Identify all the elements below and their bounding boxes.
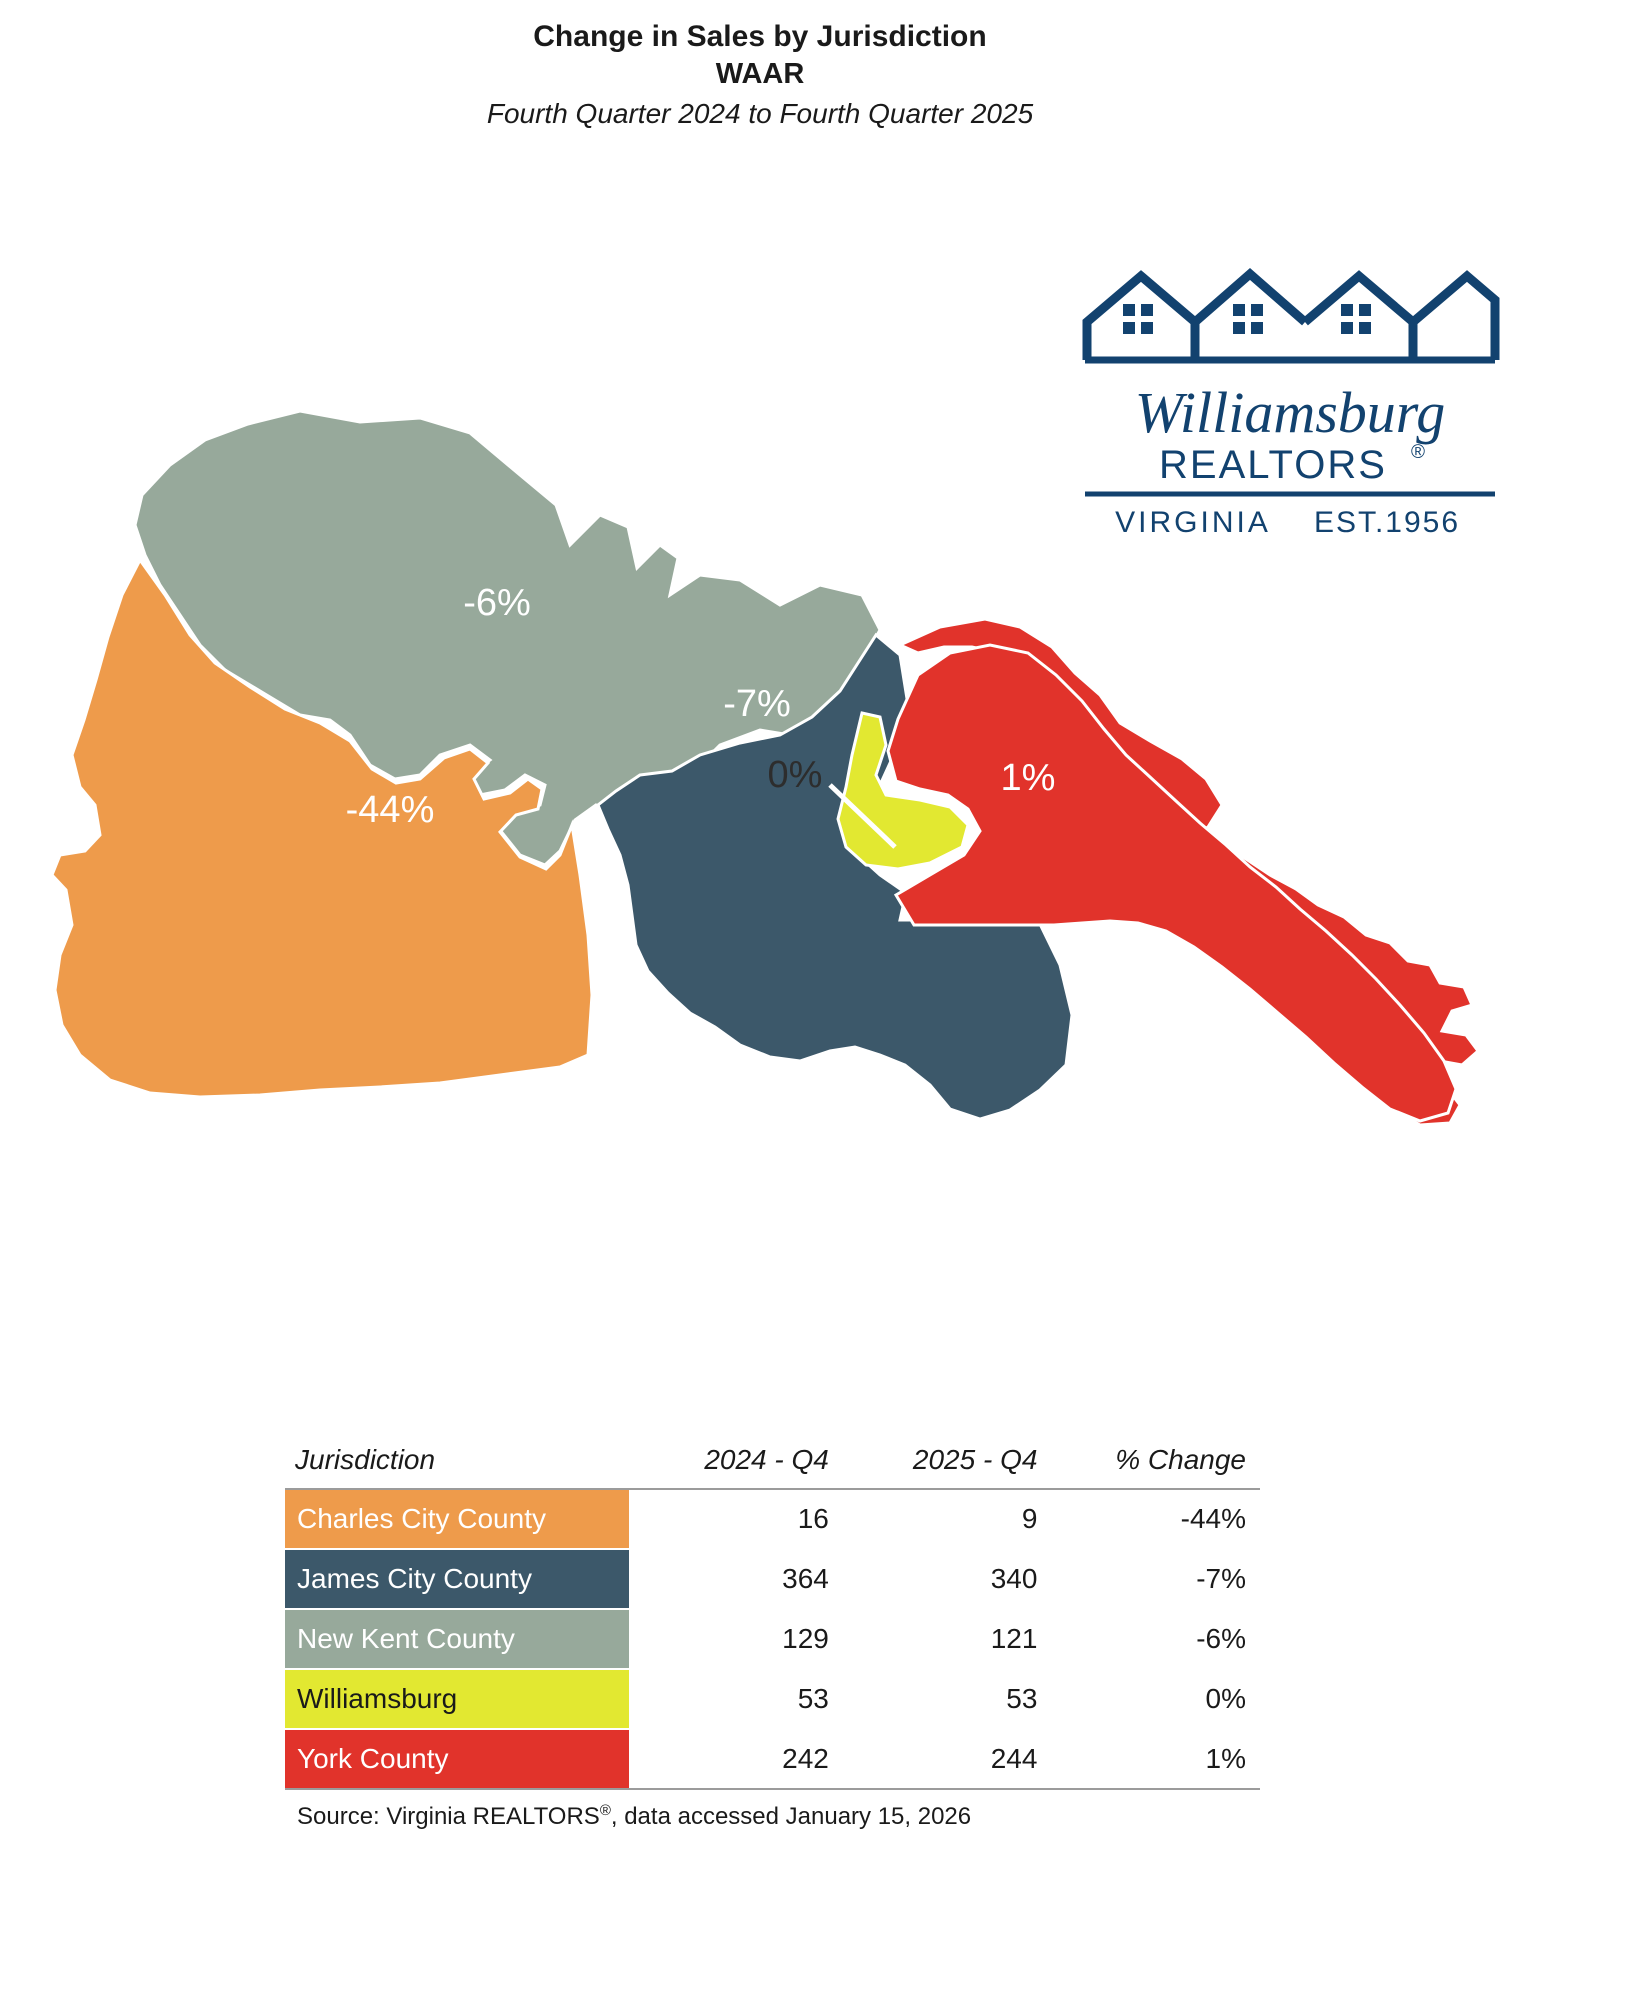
source-suffix: , data accessed January 15, 2026 bbox=[610, 1803, 972, 1830]
table-cell-2025q4: 121 bbox=[843, 1609, 1052, 1669]
table-cell-change: -7% bbox=[1051, 1549, 1260, 1609]
map-label-williamsburg: 0% bbox=[767, 754, 823, 796]
table-cell-jurisdiction: New Kent County bbox=[285, 1609, 629, 1669]
page-title-block bbox=[0, 18, 1520, 134]
table-header-row bbox=[285, 1440, 1260, 1489]
table-cell-change: -44% bbox=[1051, 1489, 1260, 1549]
association-name: WAAR bbox=[715, 57, 805, 90]
source-registered-mark: ® bbox=[599, 1802, 611, 1819]
table-cell-2025q4: 53 bbox=[843, 1669, 1052, 1729]
table-cell-change: 0% bbox=[1051, 1669, 1260, 1729]
column-header-jurisdiction: Jurisdiction bbox=[285, 1440, 629, 1489]
source-note bbox=[285, 1790, 1260, 1831]
column-header-2024q4: 2024 - Q4 bbox=[629, 1440, 843, 1489]
table-cell-jurisdiction: York County bbox=[285, 1729, 629, 1788]
table-cell-2025q4: 244 bbox=[843, 1729, 1052, 1788]
source-prefix: Source: Virginia REALTORS bbox=[297, 1803, 600, 1830]
jurisdiction-table-wrap bbox=[285, 1440, 1260, 1831]
table-cell-2024q4: 242 bbox=[629, 1729, 843, 1788]
jurisdiction-table bbox=[285, 1440, 1260, 1788]
logo-established-text: EST.1956 bbox=[1313, 506, 1461, 539]
table-cell-jurisdiction: James City County bbox=[285, 1549, 629, 1609]
logo-registered-mark: ® bbox=[1411, 442, 1425, 463]
table-row bbox=[285, 1609, 1260, 1669]
map-label-james-city: -7% bbox=[723, 683, 791, 725]
report-period: Fourth Quarter 2024 to Fourth Quarter 2025 bbox=[486, 97, 1034, 129]
table-cell-change: 1% bbox=[1051, 1729, 1260, 1788]
table-cell-2025q4: 9 bbox=[843, 1489, 1052, 1549]
table-row bbox=[285, 1729, 1260, 1788]
williamsburg-realtors-logo bbox=[1075, 250, 1505, 540]
column-header-change: % Change bbox=[1051, 1440, 1260, 1489]
table-row bbox=[285, 1669, 1260, 1729]
table-cell-jurisdiction: Charles City County bbox=[285, 1489, 629, 1549]
table-row bbox=[285, 1489, 1260, 1549]
page-title: Change in Sales by Jurisdiction bbox=[533, 20, 987, 53]
column-header-2025q4: 2025 - Q4 bbox=[843, 1440, 1052, 1489]
table-cell-jurisdiction: Williamsburg bbox=[285, 1669, 629, 1729]
logo-realtors-text: REALTORS bbox=[1159, 443, 1387, 487]
map-label-new-kent: -6% bbox=[463, 582, 531, 624]
table-cell-2024q4: 129 bbox=[629, 1609, 843, 1669]
logo-state-text: VIRGINIA bbox=[1115, 506, 1271, 539]
table-cell-2025q4: 340 bbox=[843, 1549, 1052, 1609]
table-row bbox=[285, 1549, 1260, 1609]
table-cell-2024q4: 364 bbox=[629, 1549, 843, 1609]
table-cell-2024q4: 16 bbox=[629, 1489, 843, 1549]
logo-wordmark: Williamsburg bbox=[1134, 380, 1446, 445]
table-cell-change: -6% bbox=[1051, 1609, 1260, 1669]
map-label-york: 1% bbox=[1000, 757, 1056, 799]
map-label-charles-city: -44% bbox=[345, 789, 435, 831]
table-cell-2024q4: 53 bbox=[629, 1669, 843, 1729]
